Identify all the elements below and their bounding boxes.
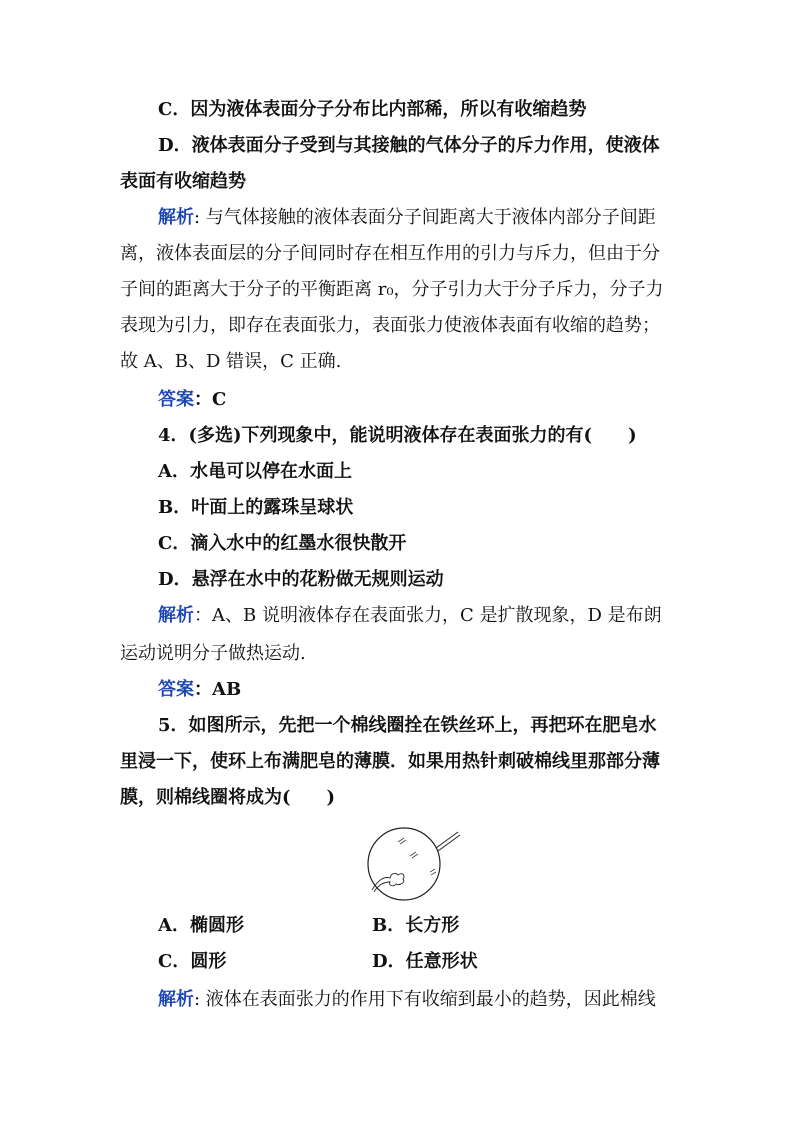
- analysis-label: 解析: [158, 207, 194, 228]
- q3-analysis-line2: 离，液体表面层的分子间同时存在相互作用的引力与斥力，但由于分: [120, 243, 660, 264]
- film-mark: [410, 852, 418, 858]
- film-mark: [398, 838, 406, 844]
- q4-answer: [158, 678, 718, 702]
- ring-handle: [436, 832, 458, 848]
- q4-option-c: C．滴入水中的红墨水很快散开: [158, 533, 407, 554]
- q5-option-a: A．椭圆形: [158, 915, 244, 936]
- analysis-label: 解析: [158, 989, 194, 1010]
- q5-stem-line2: 里浸一下，使环上布满肥皂的薄膜．如果用热针刺破棉线里那部分薄: [120, 751, 660, 772]
- q5-analysis-line1: [158, 988, 718, 1012]
- q3-option-d-line1: D．液体表面分子受到与其接触的气体分子的斥力作用，使液体: [158, 135, 660, 156]
- answer-value: ：AB: [194, 679, 242, 700]
- q4-option-d: D．悬浮在水中的花粉做无规则运动: [158, 569, 444, 590]
- q3-analysis-line4: 表现为引力，即存在表面张力，表面张力使液体表面有收缩的趋势；: [120, 315, 660, 336]
- answer-value: ：C: [194, 389, 227, 410]
- q5-stem-line3: 膜，则棉线圈将成为( ): [120, 787, 336, 808]
- wire-ring-figure: [360, 818, 470, 908]
- q5-option-d: D．任意形状: [372, 951, 478, 972]
- q4-analysis-line1: [158, 604, 718, 628]
- soap-film-ring-diagram: [360, 818, 470, 908]
- q4-option-b: B．叶面上的露珠呈球状: [158, 497, 354, 518]
- cotton-thread-loop: [372, 873, 404, 892]
- q3-answer: [158, 388, 718, 412]
- analysis-label: 解析: [158, 605, 194, 626]
- answer-label: 答案: [158, 679, 194, 700]
- film-mark: [430, 869, 436, 875]
- q5-option-b: B．长方形: [372, 915, 460, 936]
- answer-label: 答案: [158, 389, 194, 410]
- analysis-text: ：A、B 说明液体存在表面张力，C 是扩散现象，D 是布朗: [194, 605, 662, 626]
- q3-analysis-line5: 故 A、B、D 错误，C 正确.: [120, 351, 342, 372]
- q3-analysis-line1: [158, 206, 718, 230]
- q3-option-d-line2: 表面有收缩趋势: [120, 171, 246, 192]
- q3-analysis-line3: 子间的距离大于分子的平衡距离 r₀，分子引力大于分子斥力，分子力: [120, 279, 664, 300]
- q5-stem-line1: 5．如图所示，先把一个棉线圈拴在铁丝环上，再把环在肥皂水: [158, 715, 657, 736]
- wire-ring: [368, 828, 440, 900]
- q4-option-a: A．水黾可以停在水面上: [158, 461, 352, 482]
- q4-analysis-line2: 运动说明分子做热运动.: [120, 643, 306, 664]
- analysis-text: : 液体在表面张力的作用下有收缩到最小的趋势，因此棉线: [194, 989, 656, 1010]
- q3-option-c: C．因为液体表面分子分布比内部稀，所以有收缩趋势: [158, 99, 587, 120]
- q4-stem: 4．(多选)下列现象中，能说明液体存在表面张力的有( ): [158, 425, 637, 446]
- analysis-text: : 与气体接触的液体表面分子间距离大于液体内部分子间距: [194, 207, 656, 228]
- q5-option-c: C．圆形: [158, 951, 227, 972]
- ring-handle: [438, 835, 460, 851]
